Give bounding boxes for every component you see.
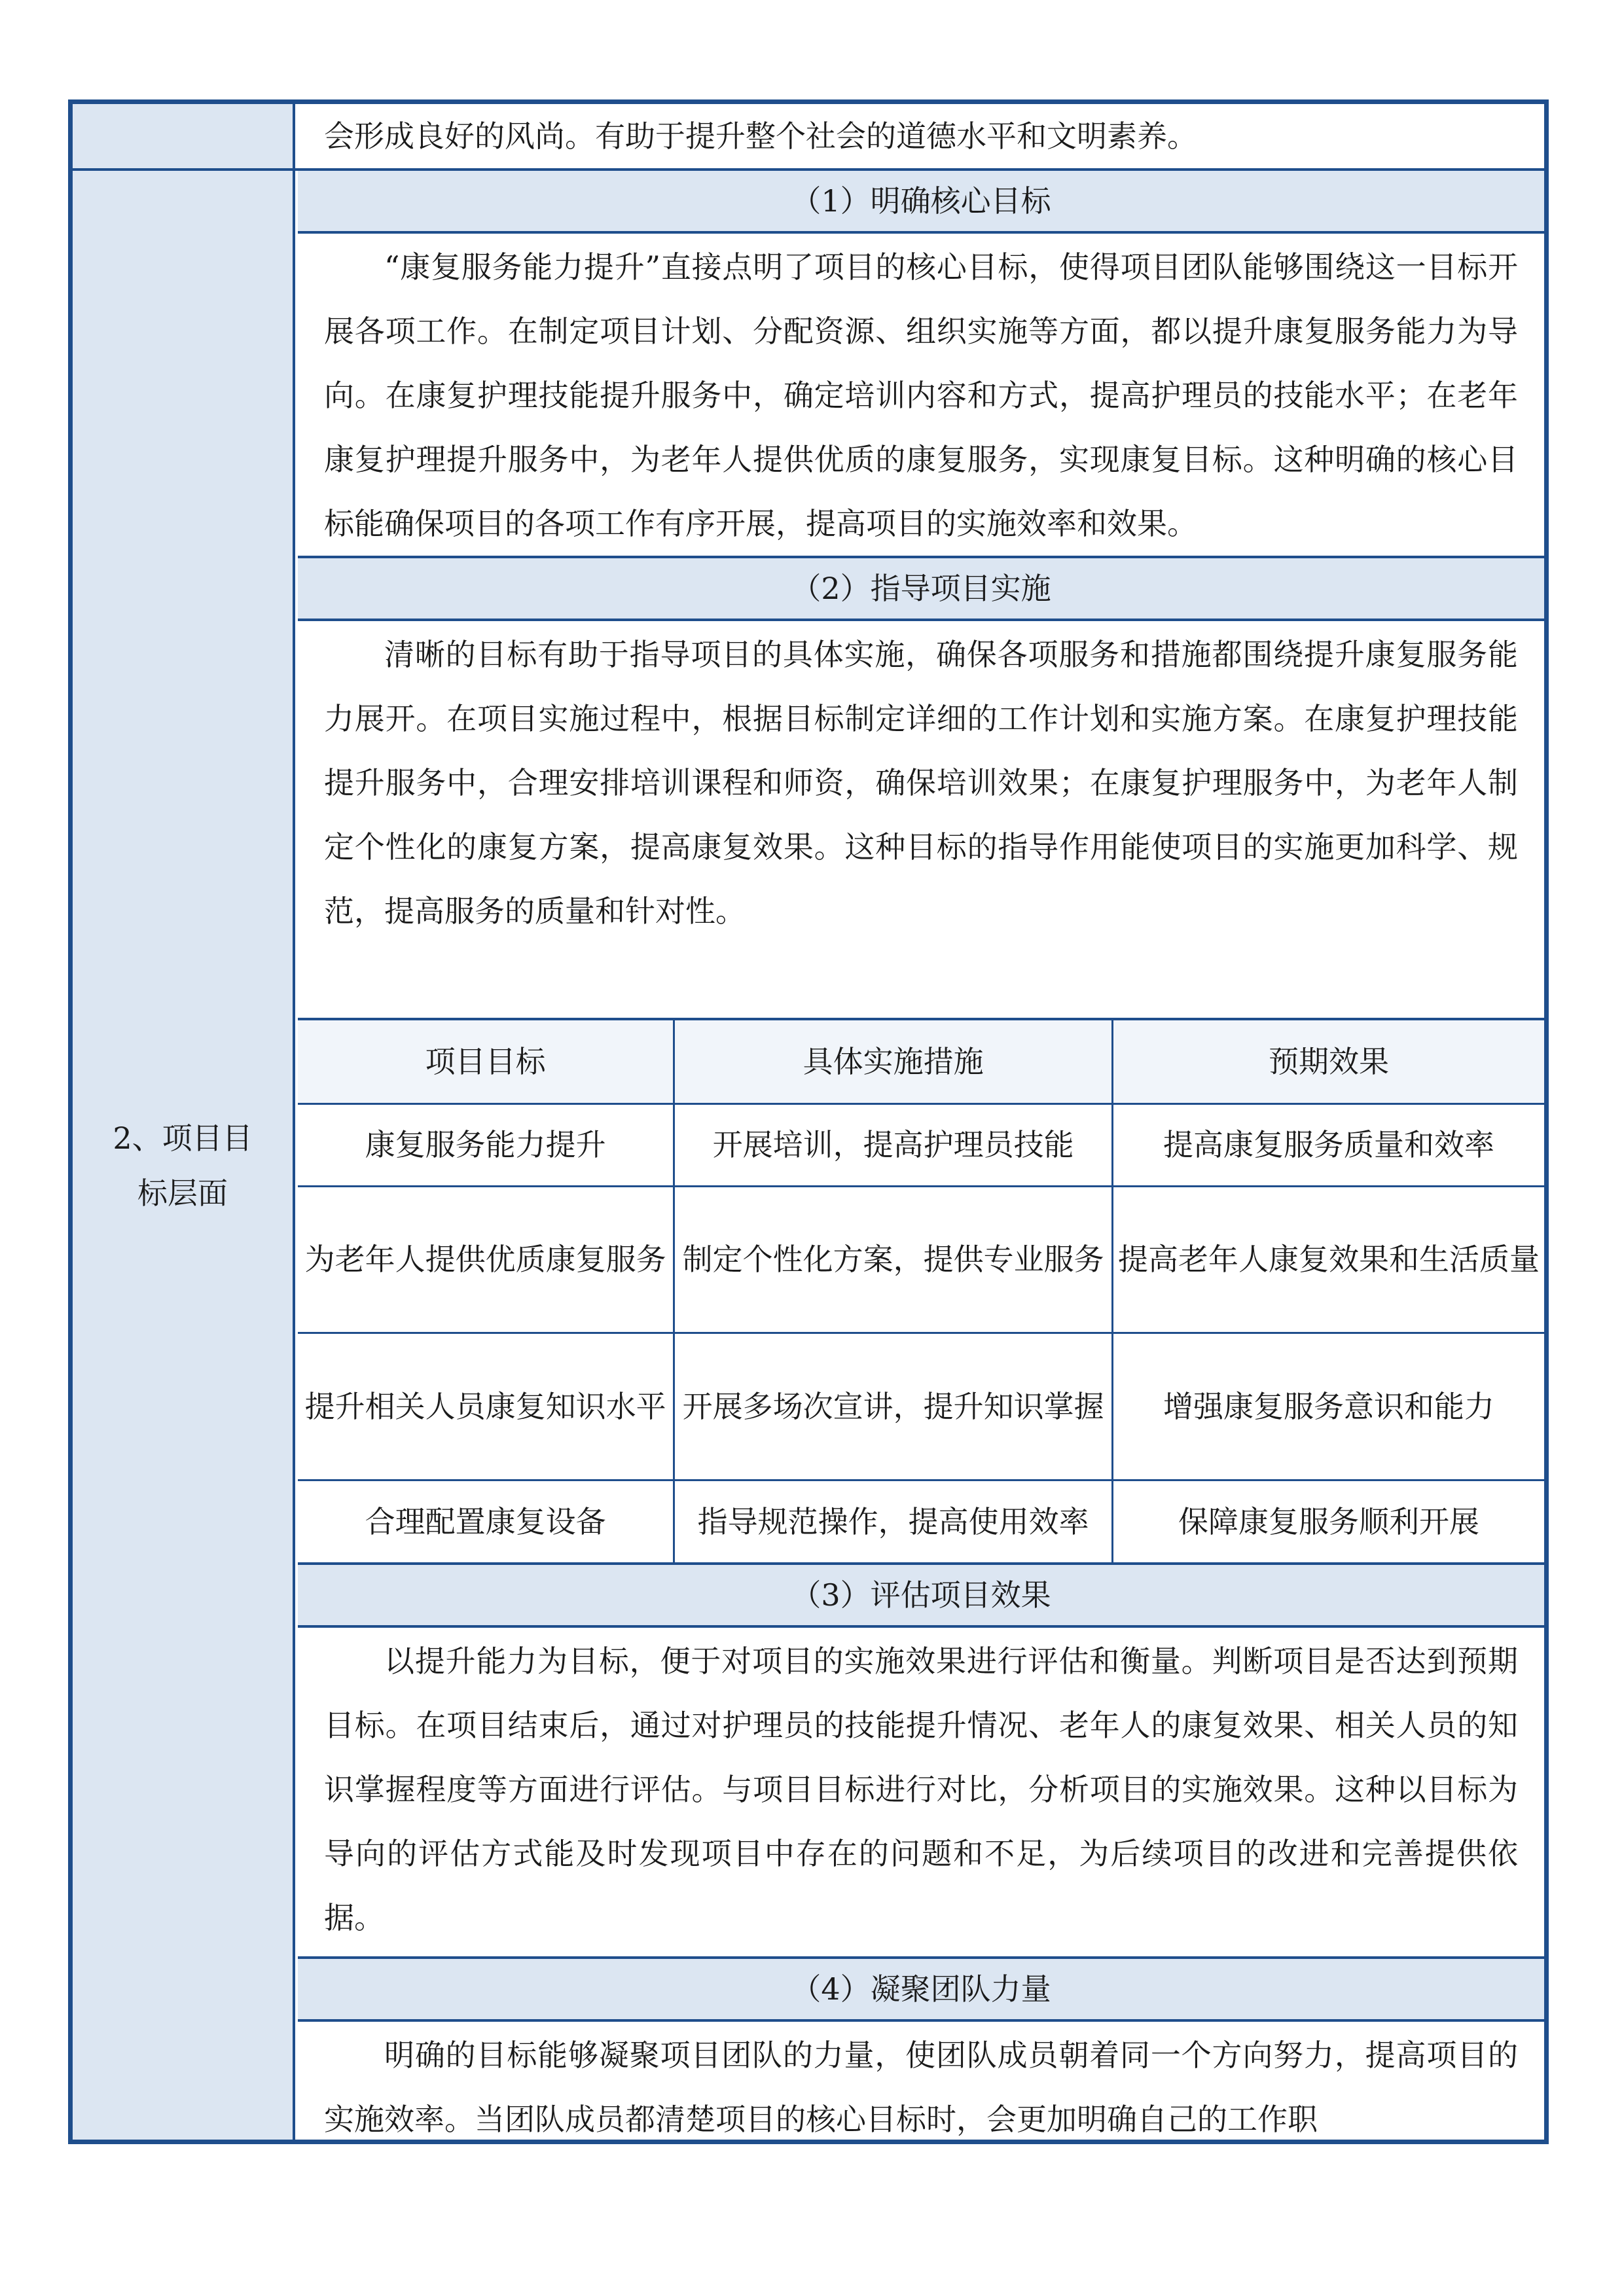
left-label-line-1: 2、项目目 <box>113 1121 253 1156</box>
goal-table-cell: 制定个性化方案，提供专业服务 <box>674 1186 1113 1333</box>
section-heading-4: （4）凝聚团队力量 <box>298 1959 1544 2019</box>
goal-table-cell: 为老年人提供优质康复服务 <box>298 1186 674 1333</box>
goal-table-header: 预期效果 <box>1112 1020 1544 1104</box>
goal-table-row <box>298 1186 1544 1333</box>
section-body-2 <box>298 622 1544 1018</box>
goal-table-row <box>298 1104 1544 1187</box>
section-heading-3: （3）评估项目效果 <box>298 1565 1544 1625</box>
divider-heading-4 <box>298 2019 1544 2022</box>
divider-heading-1 <box>298 231 1544 234</box>
divider-heading-3 <box>298 1625 1544 1628</box>
goal-table-cell: 开展培训，提高护理员技能 <box>674 1104 1113 1187</box>
section-heading-1: （1）明确核心目标 <box>298 171 1544 231</box>
goal-table-cell: 提升相关人员康复知识水平 <box>298 1333 674 1480</box>
section-paragraph-1: “康复服务能力提升”直接点明了项目的核心目标，使得项目团队能够围绕这一目标开展各项工作。在制定项目计划、分配资源、组织实施等方面，都以提升康复服务能力为导向。在康复护理技能提升服务中，确定培训内容和方式，提高护理员的技能水平；在老年康复护理提升服务中，为老年人提供优质的康复服务，实现康复目标。这种明确的核心目标能确保项目的各项工作有序开展，提高项目的实施效率和效果。 <box>324 249 1518 541</box>
section-heading-2: （2）指导项目实施 <box>298 558 1544 619</box>
divider-heading-2 <box>298 619 1544 621</box>
document-table <box>68 99 1549 2144</box>
goal-table-row <box>298 1333 1544 1480</box>
section-paragraph-4: 明确的目标能够凝聚项目团队的力量，使团队成员朝着同一个方向努力，提高项目的实施效率。当团队成员都清楚项目的核心目标时，会更加明确自己的工作职 <box>324 2037 1518 2137</box>
goal-table-header-row <box>298 1020 1544 1104</box>
section-body-3 <box>298 1629 1544 1956</box>
section-paragraph-2: 清晰的目标有助于指导项目的具体实施，确保各项服务和措施都围绕提升康复服务能力展开。在项目实施过程中，根据目标制定详细的工作计划和实施方案。在康复护理技能提升服务中，合理安排培训课程和师资，确保培训效果；在康复护理服务中，为老年人制定个性化的康复方案，提高康复效果。这种目标的指导作用能使项目的实施更加科学、规范，提高服务的质量和针对性。 <box>324 637 1518 929</box>
top-row-text <box>298 104 1544 168</box>
goal-table-cell: 保障康复服务顺利开展 <box>1112 1480 1544 1562</box>
goal-table-cell: 指导规范操作，提高使用效率 <box>674 1480 1113 1562</box>
goal-table-row <box>298 1480 1544 1562</box>
section-body-4 <box>298 2023 1544 2141</box>
top-row-paragraph: 会形成良好的风尚。有助于提升整个社会的道德水平和文明素养。 <box>324 118 1197 154</box>
left-cell-continued <box>73 104 295 168</box>
goal-table-header: 项目目标 <box>298 1020 674 1104</box>
goal-table-cell: 合理配置康复设备 <box>298 1480 674 1562</box>
goal-table-cell: 开展多场次宣讲，提升知识掌握 <box>674 1333 1113 1480</box>
goal-table-cell: 提高老年人康复效果和生活质量 <box>1112 1186 1544 1333</box>
section-body-1 <box>298 235 1544 556</box>
goal-table-cell: 增强康复服务意识和能力 <box>1112 1333 1544 1480</box>
goal-table-header: 具体实施措施 <box>674 1020 1113 1104</box>
section-paragraph-3: 以提升能力为目标，便于对项目的实施效果进行评估和衡量。判断项目是否达到预期目标。在项目结束后，通过对护理员的技能提升情况、老年人的康复效果、相关人员的知识掌握程度等方面进行评估。与项目目标进行对比，分析项目的实施效果。这种以目标为导向的评估方式能及时发现项目中存在的问题和不足，为后续项目的改进和完善提供依据。 <box>324 1643 1518 1935</box>
left-label <box>73 1111 293 1221</box>
goal-table-cell: 康复服务能力提升 <box>298 1104 674 1187</box>
goal-table <box>298 1020 1544 1562</box>
left-label-line-2: 标层面 <box>137 1175 228 1211</box>
goal-table-cell: 提高康复服务质量和效率 <box>1112 1104 1544 1187</box>
